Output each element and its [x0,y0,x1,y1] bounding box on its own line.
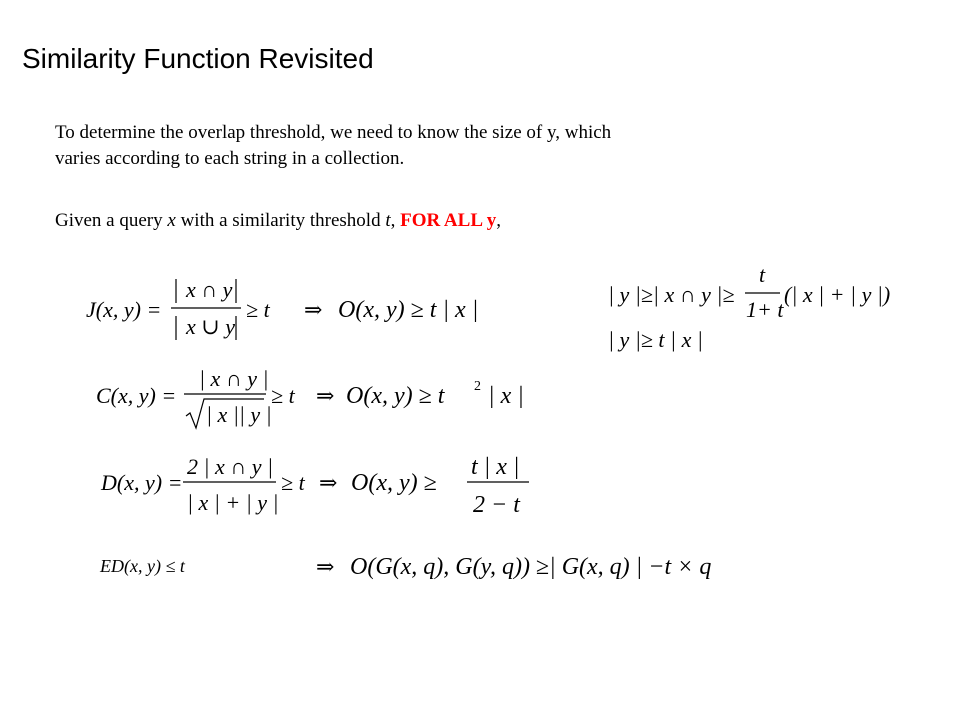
dice-frac-den: 2 − t [473,492,520,518]
dice-result: O(x, y) ≥ [351,470,437,496]
intro-line-1: To determine the overlap threshold, we need to know the size of y, which [55,122,612,143]
dice-formula [101,452,541,520]
cosine-implies: ⇒ [316,383,335,408]
jaccard-formula [86,272,526,352]
jaccard-implies: ⇒ [304,297,323,322]
query-var: x [167,210,176,231]
dice-denominator: | x | + | y | [187,490,279,515]
cosine-relation: ≥ t [271,383,295,408]
cosine-formula [96,368,536,436]
dice-lhs: D(x, y) = [101,470,183,495]
y-bounds-right: (| x | + | y |) [784,282,891,307]
edit-distance-formula [100,550,800,590]
dice-relation: ≥ t [281,470,305,495]
y-bounds-frac-num: t [759,262,766,287]
for-all-y: FOR ALL y [400,210,497,231]
y-bounds-left: | y |≥| x ∩ y |≥ [608,282,735,307]
dice-frac-num: t | x | [471,454,520,480]
jaccard-denominator: x ∪ y [186,314,235,339]
dice-implies: ⇒ [319,470,338,495]
query-middle: with a similarity threshold [175,210,386,231]
query-suffix: , [496,210,501,231]
jaccard-result: O(x, y) ≥ t | x | [338,297,479,323]
cosine-numerator: | x ∩ y | [199,366,269,391]
cosine-result-tail: | x | [488,383,524,409]
query-prefix: Given a query [55,210,168,231]
ed-implies: ⇒ [316,554,335,579]
threshold-var: t [385,210,391,231]
jaccard-relation: ≥ t [246,297,270,322]
ed-result: O(G(x, q), G(y, q)) ≥| G(x, q) | −t × q [350,554,712,580]
dice-numerator: 2 | x ∩ y | [187,454,274,479]
cosine-result: O(x, y) ≥ t [346,383,445,409]
cosine-exponent: 2 [474,379,481,394]
cosine-denominator: | x || y | [206,402,272,427]
jaccard-numerator: x ∩ y [186,277,233,302]
y-bounds-formula [608,262,898,358]
cosine-lhs: C(x, y) = [96,383,177,408]
intro-line-2: varies according to each string in a collection. [55,148,405,169]
y-bounds-line2: | y |≥ t | x | [608,327,703,352]
jaccard-lhs: J(x, y) = [86,297,162,322]
slide-title: Similarity Function Revisited [22,43,374,74]
y-bounds-frac-den: 1+ t [746,297,784,322]
query-comma: , [390,210,401,231]
query-sentence [55,208,501,234]
ed-lhs: ED(x, y) ≤ t [100,556,185,576]
